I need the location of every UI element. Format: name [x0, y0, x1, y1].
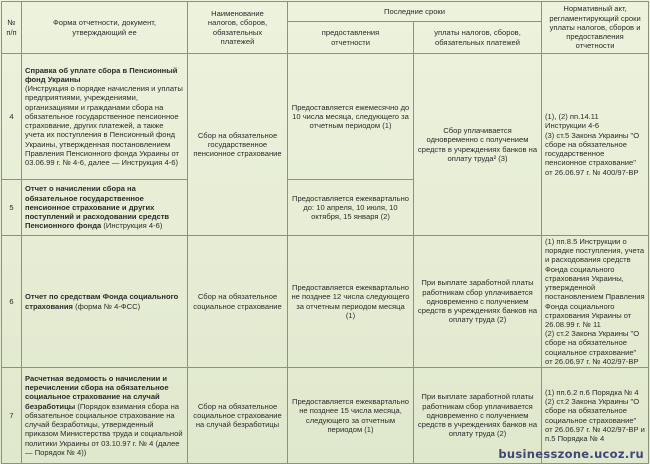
report-deadline-cell: Предоставляется ежеквартально не позднее 15 числа месяца, следующего за отчетным периодом (1) [288, 368, 414, 464]
form-title: Расчетная ведомость о начислении и перечислении сбора на обязательное социальное страхование на случай безработицы [25, 374, 169, 411]
table-row [2, 236, 649, 368]
form-cell [22, 54, 188, 180]
header-deadline-report: предоставления отчетности [288, 22, 414, 54]
form-title: Справка об уплате сбора в Пенсионный фонд Украины [25, 65, 178, 85]
form-description: (форма № 4-ФСС) [72, 301, 141, 311]
payment-deadline-cell: При выплате заработной платы работникам сбор уплачивается одновременно с получением средств в учреждениях банков на оплату труда (2) [414, 236, 542, 368]
header-num: № п/п [2, 2, 22, 54]
payment-deadline-cell: При выплате заработной платы работникам сбор уплачивается одновременно с получением средств в учреждениях банков на оплату труда (2) [414, 368, 542, 464]
header-normative: Нормативный акт, регламентирующий сроки уплаты налогов, сборов и предоставления отчетности [542, 2, 649, 54]
row-num: 5 [2, 180, 22, 236]
report-deadline-cell: Предоставляется ежеквартально не позднее 12 числа следующего за отчетным периодом месяца (1) [288, 236, 414, 368]
header-row-1 [2, 2, 649, 22]
header-form: Форма отчетности, документ, утверждающий ее [22, 2, 188, 54]
tax-reporting-table [1, 1, 649, 464]
header-deadline-payment: уплаты налогов, сборов, обязательных платежей [414, 22, 542, 54]
form-description: (Инструкция о порядке начисления и уплаты предприятиями, учреждениями, организациями и гражданами сбора на обязательное государственное пенсионное страхование, других платежей, а также учета их поступления в Пенсионный фонд Украины, утвержденная постановлением Правления Пенсионного фонда Украины от 03.06.99 г. № 4-6, далее — Инструкция 4-6) [25, 84, 183, 167]
normative-cell: (1), (2) пп.14.11 Инструкции 4-6 (3) ст.5 Закона Украины "О сборе на обязательное государственное пенсионное страхование" от 26.06.97 г. № 400/97-ВР [542, 54, 649, 236]
row-num: 6 [2, 236, 22, 368]
form-description: (Порядок взимания сбора на обязательное социальное страхование на случай безработицы, утвержденный приказом Министерства труда и социальной политики Украины от 03.10.97 г. № 4 (далее — Порядок № 4)) [25, 401, 183, 457]
form-title: Отчет о начислении сбора на обязательное государственное пенсионное страхование и других поступлений и расходовании средств Пенсионного фонда [25, 184, 170, 231]
normative-cell: (1) пп.8.5 Инструкции о порядке поступления, учета и расходования средств Фонда социального страхования Украины, утвержденной постановлением Правления Фонда социального страхования Украины от 26.08.99 г. № 11 (2) ст.2 Закона Украины "О сборе на обязательное социальное страхование" от 26.06.97 г. № 402/97-ВР [542, 236, 649, 368]
report-deadline-cell: Предоставляется ежемесячно до 10 числа месяца, следующего за отчетным периодом (1) [288, 54, 414, 180]
row-num: 4 [2, 54, 22, 180]
form-cell [22, 236, 188, 368]
tax-cell: Сбор на обязательное социальное страхование на случай безработицы [188, 368, 288, 464]
site-watermark: businesszone.ucoz.ru [498, 447, 644, 461]
form-title: Отчет по средствам Фонда социального страхования [25, 292, 179, 311]
table-row [2, 54, 649, 180]
form-description: (Инструкция 4-6) [101, 221, 163, 231]
header-deadlines: Последние сроки [288, 2, 542, 22]
tax-cell: Сбор на обязательное государственное пенсионное страхование [188, 54, 288, 236]
tax-cell: Сбор на обязательное социальное страхование [188, 236, 288, 368]
row-num: 7 [2, 368, 22, 464]
payment-deadline-cell: Сбор уплачивается одновременно с получением средств в учреждениях банков на оплату труда² (3) [414, 54, 542, 236]
form-cell [22, 180, 188, 236]
report-deadline-cell: Предоставляется ежеквартально до: 10 апреля, 10 июля, 10 октября, 15 января (2) [288, 180, 414, 236]
form-cell [22, 368, 188, 464]
header-tax-name: Наименование налогов, сборов, обязательных платежей [188, 2, 288, 54]
normative-cell: (1) пп.6.2 п.6 Порядка № 4 (2) ст.2 Закона Украины "О сборе на обязательное социальное страхование" от 26.06.97 г. № 402/97-ВР и п.5 Порядка № 4 [542, 368, 649, 464]
